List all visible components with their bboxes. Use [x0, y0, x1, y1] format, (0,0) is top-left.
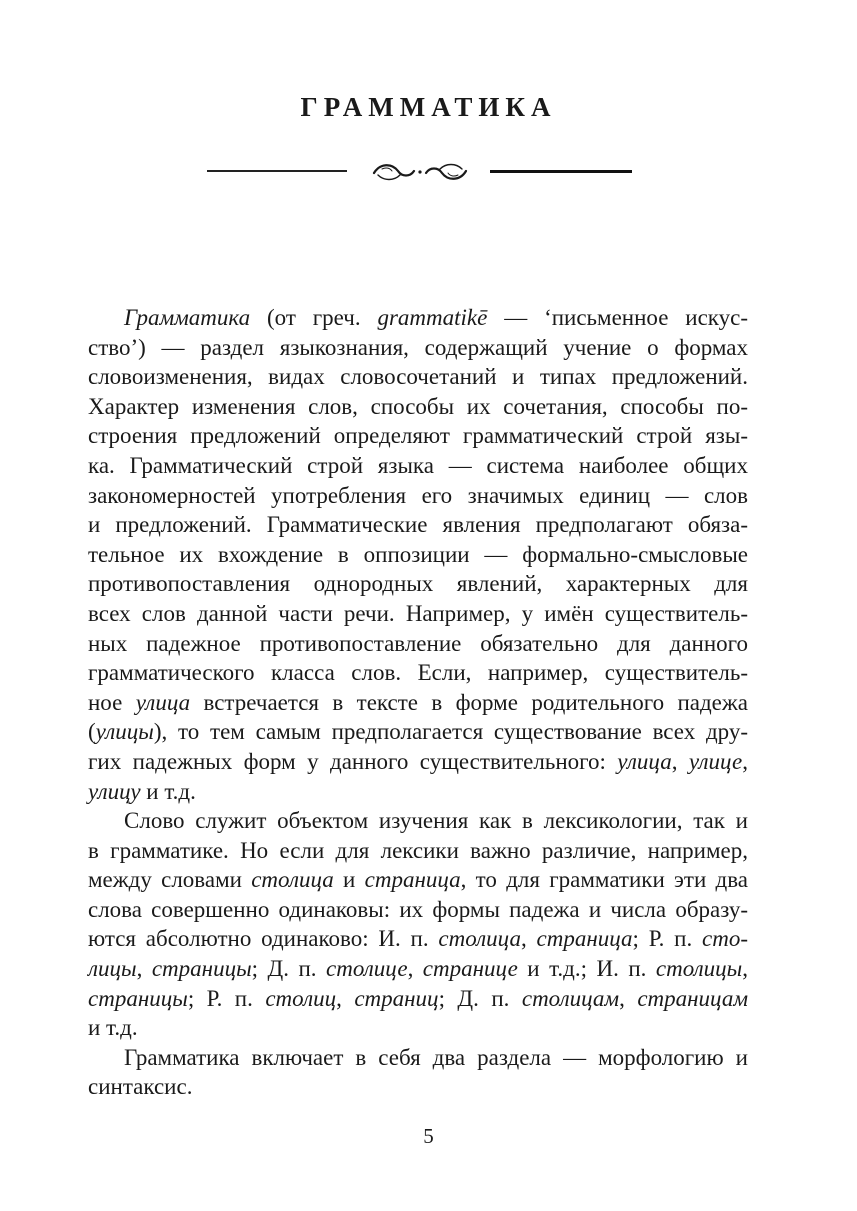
italic-term: улица: [135, 689, 191, 715]
text-line: [88, 451, 748, 481]
text-run: ,: [619, 985, 638, 1011]
italic-term: столицам: [521, 985, 620, 1011]
text-line: [88, 303, 748, 333]
text-line: [88, 540, 748, 570]
text-run: ,: [520, 926, 537, 952]
chapter-title: ГРАММАТИКА: [300, 92, 557, 122]
text-run: и: [333, 867, 365, 893]
text-line: [88, 1043, 748, 1073]
text-run: ных падежное противопоставление обязательно для данного: [88, 630, 748, 656]
text-run: (от греч.: [250, 305, 378, 330]
text-run: строения предложений определяют грамматический строй язы-: [88, 423, 748, 449]
text-line: [88, 836, 748, 866]
text-run: между словами: [88, 867, 252, 893]
body-text: [88, 303, 748, 1102]
italic-term: страница: [536, 926, 633, 952]
text-line: [88, 924, 748, 954]
text-line: [88, 599, 748, 629]
italic-term: улица: [617, 748, 672, 774]
text-line: [88, 629, 748, 659]
text-line: [88, 569, 748, 599]
text-run: (: [88, 719, 96, 745]
italic-term: страницы: [151, 956, 252, 982]
italic-term: улице: [688, 748, 743, 774]
text-line: [88, 688, 748, 718]
text-run: ; Д. п.: [438, 985, 522, 1011]
italic-term: Грамматика: [124, 305, 251, 330]
text-line: [88, 392, 748, 422]
text-run: ,: [671, 748, 689, 774]
text-line: [88, 1072, 748, 1102]
text-run: ,: [136, 956, 152, 982]
text-run: ; Р. п.: [187, 985, 266, 1011]
italic-term: страниц: [354, 985, 439, 1011]
italic-term: страница: [364, 867, 461, 893]
text-run: ное: [88, 689, 136, 715]
text-line: [88, 658, 748, 688]
text-run: встречается в тексте в форме родительного падежа: [190, 689, 748, 715]
text-run: слова совершенно одинаковы: их формы падежа и числа образу-: [88, 896, 748, 922]
text-run: в грамматике. Но если для лексики важно различие, например,: [88, 837, 748, 863]
text-run: ка. Грамматический строй языка — система наиболее общих: [88, 452, 748, 478]
text-line: [88, 747, 748, 777]
italic-term: улицы: [95, 719, 154, 745]
text-run: противопоставления однородных явлений, характерных для: [88, 571, 748, 597]
text-line: [88, 777, 748, 807]
text-line: [88, 362, 748, 392]
text-run: ), то тем самым предполагается существование всех дру-: [153, 719, 748, 745]
text-line: [88, 1013, 748, 1043]
italic-term: страницы: [88, 985, 188, 1011]
text-run: словоизменения, видах словосочетаний и типах предложений.: [88, 364, 748, 390]
right-rule-line: [490, 170, 632, 173]
italic-term: столица: [438, 926, 521, 952]
text-run: ; Р. п.: [632, 926, 703, 952]
italic-term: лицы: [88, 956, 137, 982]
title-ornament-divider: [0, 157, 857, 187]
italic-term: сто-: [702, 926, 748, 952]
text-run: ,: [336, 985, 355, 1011]
flourish-ornament-icon: [370, 159, 470, 185]
italic-term: странице: [422, 956, 518, 982]
text-run: и т.д.: [140, 778, 196, 804]
text-line: [88, 865, 748, 895]
text-run: ,: [407, 956, 423, 982]
text-run: Грамматика включает в себя два раздела — морфологию и: [124, 1044, 748, 1070]
text-run: ; Д. п.: [251, 956, 326, 982]
text-run: ются абсолютно одинаково: И. п.: [88, 926, 439, 952]
text-line: [88, 333, 748, 363]
text-line: [88, 806, 748, 836]
italic-term: столицы: [655, 956, 743, 982]
left-rule-line: [207, 170, 347, 172]
text-line: [88, 421, 748, 451]
text-line: [88, 717, 748, 747]
text-run: и т.д.; И. п.: [517, 956, 656, 982]
text-run: всех слов данной части речи. Например, у имён существитель-: [88, 600, 748, 626]
text-run: ,: [742, 748, 749, 774]
text-run: — ‘письменное искус-: [487, 305, 749, 330]
text-run: Слово служит объектом изучения как в лексикологии, так и: [124, 808, 748, 834]
text-line: [88, 510, 748, 540]
text-run: Характер изменения слов, способы их сочетания, способы по-: [88, 393, 748, 419]
text-run: закономерностей употребления его значимых единиц — слов: [88, 482, 748, 508]
text-line: [88, 954, 748, 984]
text-line: [88, 984, 748, 1014]
text-run: тельное их вхождение в оппозиции — формально-смысловые: [88, 541, 748, 567]
page-number: 5: [423, 1124, 434, 1148]
italic-term: страницам: [637, 985, 748, 1011]
italic-term: столице: [326, 956, 408, 982]
text-line: [88, 481, 748, 511]
text-run: ство’) — раздел языкознания, содержащий учение о формах: [88, 334, 748, 360]
text-run: ,: [742, 956, 748, 982]
text-run: , то для грамматики эти два: [460, 867, 749, 893]
italic-term: столиц: [265, 985, 337, 1011]
text-run: гих падежных форм у данного существительного:: [88, 748, 618, 774]
italic-term: улицу: [88, 778, 141, 804]
text-run: синтаксис.: [88, 1074, 193, 1100]
text-run: и т.д.: [88, 1015, 138, 1041]
text-run: и предложений. Грамматические явления предполагают обяза-: [88, 512, 748, 538]
italic-term: grammatikē: [377, 305, 488, 330]
text-run: грамматического класса слов. Если, например, существитель-: [88, 660, 748, 686]
text-line: [88, 895, 748, 925]
italic-term: столица: [251, 867, 334, 893]
